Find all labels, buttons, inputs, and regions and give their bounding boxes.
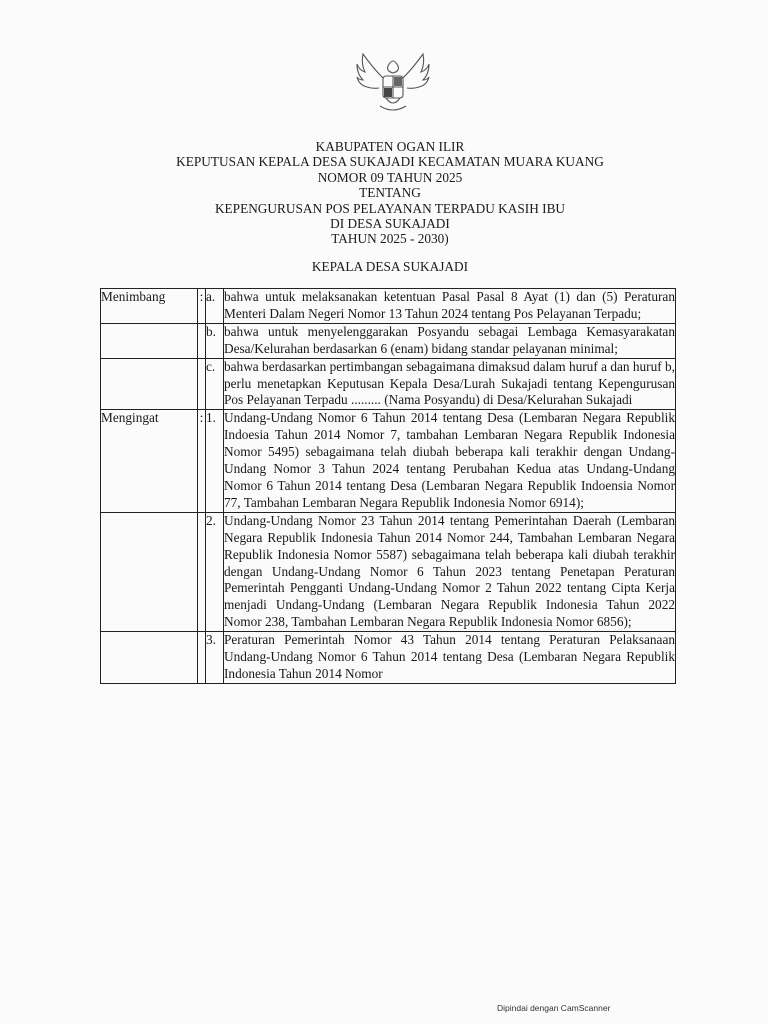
table-row xyxy=(101,512,676,631)
considerations-table xyxy=(100,288,676,684)
item-marker: 3. xyxy=(206,632,224,684)
header-period: TAHUN 2025 - 2030) xyxy=(331,231,449,247)
mengingat-label: Mengingat xyxy=(101,410,198,512)
menimbang-colon: : xyxy=(198,289,206,324)
scanner-watermark: Dipindai dengan CamScanner xyxy=(497,1003,611,1013)
table-row xyxy=(101,632,676,684)
header-subject: KEPENGURUSAN POS PELAYANAN TERPADU KASIH IBU xyxy=(214,200,566,216)
item-text: bahwa untuk menyelenggarakan Posyandu sebagai Lembaga Kemasyarakatan Desa/Kelurahan berdasarkan 6 (enam) bidang standar pelayanan minimal; xyxy=(224,323,676,358)
item-text: Undang-Undang Nomor 23 Tahun 2014 tentang Pemerintahan Daerah (Lembaran Negara Republik Indonesia Tahun 2014 Nomor 244, Tambahan Lembaran Negara Republik Indonesia Nomor 5587) sebagaimana telah beberapa kali diubah terakhir dengan Undang-Undang Nomor 6 Tahun 2023 tentang Penetapan Peraturan Pemerintah Pengganti Undang-Undang Nomor 2 Tahun 2022 tentang Cipta Kerja menjadi Undang-Undang (Lembaran Negara Republik Indonesia Tahun 2022 Nomor 238, Tambahan Lembaran Negara Republik Indonesia Nomor 6856); xyxy=(224,512,676,631)
item-marker: b. xyxy=(206,323,224,358)
item-text: Undang-Undang Nomor 6 Tahun 2014 tentang Desa (Lembaran Negara Republik Indoesia Tahun 2014 Nomor 7, tambahan Lembaran Negara Republik Indonesia Nomor 5495) sebagaimana telah diubah beberapa kali terakhir dengan Undang-Undang Nomor 3 Tahun 2024 tentang Perubahan Kedua atas Undang-Undang Nomor 6 Tahun 2014 tentang Desa (Lembaran Negara Republik Indoensia Nomor 77, Tambahan Lembaran Negara Republik Indonesia Nomor 6914); xyxy=(224,410,676,512)
header-tentang: TENTANG xyxy=(359,185,421,201)
item-marker: 1. xyxy=(206,410,224,512)
document-header xyxy=(100,139,680,247)
issuer-heading: KEPALA DESA SUKAJADI xyxy=(311,259,469,274)
header-regency: KABUPATEN OGAN ILIR xyxy=(315,139,465,154)
menimbang-label: Menimbang xyxy=(101,289,198,324)
table-row xyxy=(101,358,676,410)
garuda-emblem-icon xyxy=(350,50,436,118)
item-marker: a. xyxy=(206,289,224,324)
header-decree-title: KEPUTUSAN KEPALA DESA SUKAJADI KECAMATAN MUARA KUANG xyxy=(176,154,604,170)
header-location: DI DESA SUKAJADI xyxy=(330,216,450,232)
table-row xyxy=(101,323,676,358)
mengingat-colon: : xyxy=(198,410,206,512)
table-row xyxy=(101,410,676,512)
header-decree-number: NOMOR 09 TAHUN 2025 xyxy=(317,169,463,185)
item-text: bahwa untuk melaksanakan ketentuan Pasal Pasal 8 Ayat (1) dan (5) Peraturan Menteri Dalam Negeri Nomor 13 Tahun 2024 tentang Pos Pelayanan Terpadu; xyxy=(224,289,676,324)
item-marker: c. xyxy=(206,358,224,410)
item-text: Peraturan Pemerintah Nomor 43 Tahun 2014 tentang Peraturan Pelaksanaan Undang-Undang Nomor 6 Tahun 2014 tentang Desa (Lembaran Negara Republik Indonesia Tahun 2014 Nomor xyxy=(224,632,676,684)
table-row xyxy=(101,289,676,324)
item-marker: 2. xyxy=(206,512,224,631)
item-text: bahwa berdasarkan pertimbangan sebagaimana dimaksud dalam huruf a dan huruf b, perlu menetapkan Keputusan Kepala Desa/Lurah Sukajadi tentang Kepengurusan Pos Pelayanan Terpadu ......... (Nama Posyandu) di Desa/Kelurahan Sukajadi xyxy=(224,358,676,410)
